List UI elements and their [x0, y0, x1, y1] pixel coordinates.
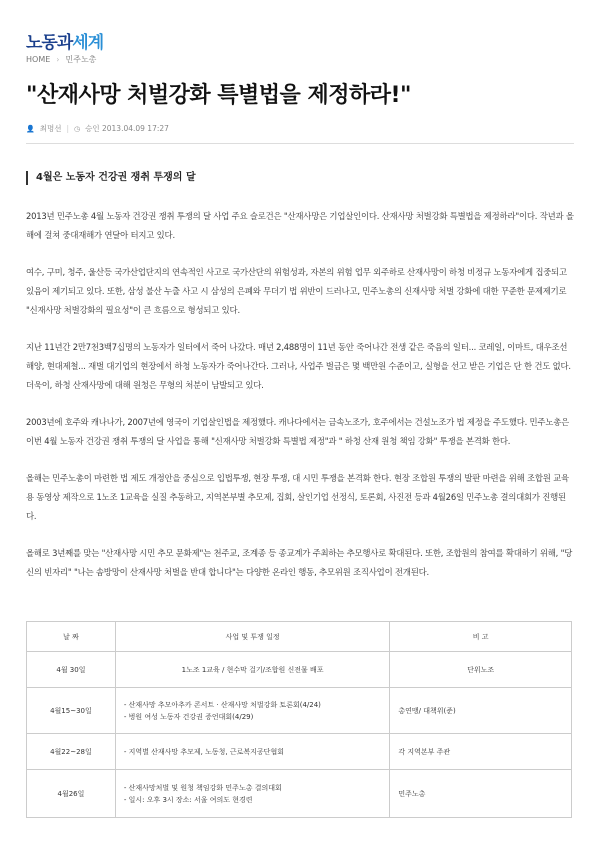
meta-divider: | [66, 124, 69, 133]
cell-note: 총연맹/ 대책위(준) [390, 688, 572, 734]
plan-line: 1노조 1교육 / 현수막 걸기/조합원 신전물 배포 [181, 665, 324, 674]
breadcrumb-home[interactable]: HOME [26, 55, 51, 64]
table-row [27, 688, 572, 734]
article-subheading: 4월은 노동자 건강권 쟁취 투쟁의 달 [26, 171, 196, 185]
person-icon: 👤 [26, 124, 35, 133]
table-header-row [27, 622, 572, 652]
paragraph: 2003년에 호주와 캐나나가, 2007년에 영국이 기업살인법을 제정했다. 캐나다에서는 금속노조가, 호주에서는 건설노조가 법 제정을 주도했다. 민주노총은 이번 4월 노동자 건강권 쟁취 투쟁의 달 사업을 통해 "신재사망 처벌강화 특별법 제정"과 " 하청 산재 원청 책임 강화" 투쟁을 본격화 한다. [26, 417, 569, 446]
logo-part2: 세계 [72, 33, 104, 53]
cell-plan [115, 734, 389, 770]
column-header-date: 날 짜 [27, 622, 116, 652]
paragraph: 올해는 민주노총이 마련한 법 제도 개정안을 중심으로 입법투쟁, 현장 투쟁, 대 시민 투쟁을 본격화 한다. 현장 조합원 투쟁의 발판 마련을 위해 조합원 교육용 동영상 제작으로 1노조 1교육을 실질 추동하고, 지역본부별 추모제, 집회, 살인기업 선정식, 토론회, 사진전 등과 4월26일 민주노총 결의대회가 진행된다. [26, 473, 569, 521]
paragraph: 올해로 3년째를 맞는 "산재사망 시민 추모 문화제"는 천주교, 조계종 등 종교계가 주최하는 추모행사로 확대된다. 또한, 조합원의 참여를 확대하기 위해, "당신의 빈자리" "나는 솜방망이 산재사망 처벌을 반대 합니다"는 다양한 온라인 행동, 추모위원 조직사업이 전개된다. [26, 548, 573, 577]
table-row [27, 734, 572, 770]
site-logo[interactable] [26, 28, 103, 53]
column-header-plan: 사업 및 투쟁 일정 [115, 622, 389, 652]
cell-plan [115, 652, 389, 688]
schedule-table [26, 621, 572, 818]
author-name[interactable]: 최명선 [39, 124, 62, 133]
divider [26, 143, 574, 144]
cell-date: 4월 30일 [27, 652, 116, 688]
page-title: "산재사망 처벌강화 특별법을 제정하라!" [26, 83, 411, 108]
article-meta [26, 123, 169, 134]
chevron-right-icon: › [56, 55, 60, 64]
cell-date: 4월26일 [27, 770, 116, 818]
table-row [27, 770, 572, 818]
paragraph: 여수, 구미, 청주, 울산등 국가산업단지의 연속적인 사고로 국가산단의 위험성과, 자본의 위험 업무 외주하로 산재사망이 하청 비정규 노동자에게 집중되고 있음이 제기되고 있다. 또한, 삼성 불산 누출 사고 시 삼성의 은폐와 무더기 법 위반이 드러나고, 민주노총의 신재사망 처벌 강화에 대한 꾸준한 문제제기로 "신재사망 처벌강화의 필요성"이 큰 흐름으로 형성되고 있다. [26, 267, 567, 315]
clock-icon: ◷ [74, 124, 81, 133]
paragraph: 지난 11년간 2만7천3백7십명의 노동자가 일터에서 죽어 나갔다. 매년 2,488명이 11년 동안 죽어나간 전생 같은 죽음의 일터... 코레일, 이마트, 대우조선 해양, 현대제철... 재벌 대기업의 현장에서 하청 노동자가 죽어나간다. 그러나, 사업주 벌금은 몇 백만원 수준이고, 실형을 선고 받은 기업은 단 한 건도 없다. 더욱이, 하청 산재사망에 대해 원청은 무형의 처분이 남발되고 있다. [26, 342, 571, 390]
logo-part1: 노동과 [26, 33, 73, 53]
cell-plan [115, 770, 389, 818]
cell-plan [115, 688, 389, 734]
cell-note: 민주노총 [390, 770, 572, 818]
plan-line: - 벙원 여성 노동자 건강권 증언대회(4/29) [123, 712, 254, 721]
plan-line: - 산재사망 추모아추카 콘서트 · 산재사망 처벌강화 토론회(4/24) [123, 700, 321, 709]
approved-timestamp: 승인 2013.04.09 17:27 [85, 124, 169, 133]
cell-note: 각 지역본부 주관 [390, 734, 572, 770]
plan-line: - 지역별 산재사망 추모제, 노동청, 근로복지공단협회 [123, 747, 284, 756]
article-body [26, 207, 574, 600]
cell-date: 4월15~30일 [27, 688, 116, 734]
cell-note: 단위노조 [390, 652, 572, 688]
breadcrumb [26, 54, 96, 65]
plan-line: - 산재사망처벌 및 원청 책임강화 민주노총 결의대회 [123, 783, 282, 792]
column-header-note: 비 고 [390, 622, 572, 652]
table-row [27, 652, 572, 688]
paragraph: 2013년 민주노총 4월 노동자 건강권 쟁취 투쟁의 달 사업 주요 슬로건은 "산재사망은 기업살인이다. 산재사망 처벌강화 특별법을 제정하라"이다. 작년과 올해에 걸쳐 중대재해가 연달아 터지고 있다. [26, 211, 574, 240]
plan-line: - 일시: 오후 3시 장소: 서울 여의도 현경련 [123, 795, 253, 804]
cell-date: 4월22~28일 [27, 734, 116, 770]
breadcrumb-section[interactable]: 민주노총 [65, 55, 97, 64]
